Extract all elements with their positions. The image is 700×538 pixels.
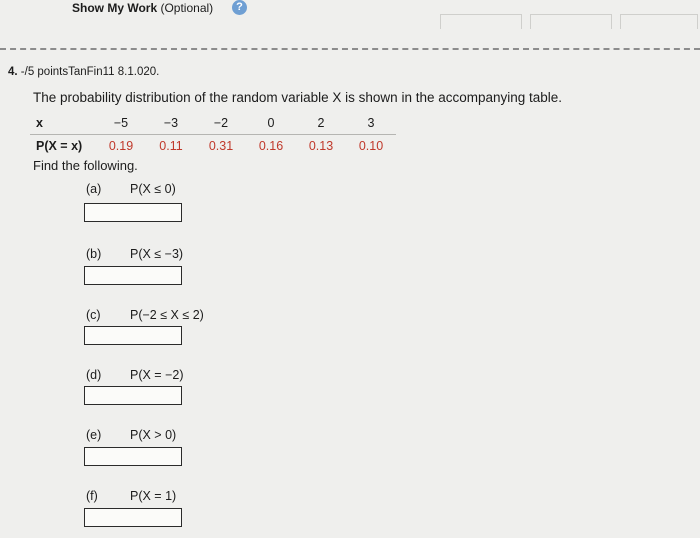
- show-my-work-label: Show My Work: [72, 1, 158, 15]
- x-value: −5: [96, 112, 146, 135]
- answer-input-b[interactable]: [84, 266, 182, 285]
- p-value: 0.19: [108, 139, 134, 153]
- faded-tab: [530, 14, 612, 29]
- part-label: (c): [86, 308, 101, 322]
- part-expression: P(−2 ≤ X ≤ 2): [130, 308, 204, 322]
- part-label: (d): [86, 368, 102, 382]
- p-value: 0.11: [159, 139, 183, 153]
- part-label: (e): [86, 428, 102, 442]
- question-prompt: The probability distribution of the random variable X is shown in the accompanying table.: [33, 90, 563, 105]
- p-row: [30, 135, 396, 158]
- x-value: −3: [146, 112, 196, 135]
- part-b: [86, 247, 183, 261]
- answer-input-f[interactable]: [84, 508, 182, 527]
- part-expression: P(X ≤ 0): [130, 182, 176, 196]
- part-a: [86, 182, 176, 196]
- answer-input-d[interactable]: [84, 386, 182, 405]
- part-e: [86, 428, 176, 442]
- show-my-work-toggle[interactable]: [72, 1, 213, 15]
- probability-table: [30, 112, 396, 157]
- question-number: 4.: [8, 66, 18, 78]
- help-icon[interactable]: ?: [232, 0, 247, 15]
- x-value: 2: [296, 112, 346, 135]
- optional-label: (Optional): [160, 1, 214, 15]
- question-id: TanFin11 8.1.020.: [68, 66, 160, 78]
- p-value: 0.10: [358, 139, 384, 153]
- x-value: −2: [196, 112, 246, 135]
- part-f: [86, 489, 176, 503]
- p-value: 0.31: [208, 139, 234, 153]
- x-header: x: [30, 112, 96, 135]
- part-c: [86, 308, 204, 322]
- part-d: [86, 368, 184, 382]
- part-expression: P(X = −2): [130, 368, 184, 382]
- faded-tab: [440, 14, 522, 29]
- part-expression: P(X = 1): [130, 489, 177, 503]
- part-expression: P(X ≤ −3): [130, 247, 184, 261]
- top-bar: [0, 0, 700, 28]
- part-label: (a): [86, 182, 102, 196]
- answer-input-e[interactable]: [84, 447, 182, 466]
- find-label: Find the following.: [33, 158, 138, 173]
- faded-tab: [620, 14, 698, 29]
- p-value: 0.13: [308, 139, 334, 153]
- question-header: [8, 66, 159, 78]
- part-expression: P(X > 0): [130, 428, 177, 442]
- x-row: [30, 112, 396, 135]
- p-header: P(X = x): [36, 139, 83, 153]
- answer-input-a[interactable]: [84, 203, 182, 222]
- section-divider: [0, 48, 700, 50]
- part-label: (b): [86, 247, 102, 261]
- answer-input-c[interactable]: [84, 326, 182, 345]
- question-score: -/5 points: [20, 66, 69, 78]
- x-value: 0: [246, 112, 296, 135]
- x-value: 3: [346, 112, 396, 135]
- part-label: (f): [86, 489, 98, 503]
- p-value: 0.16: [258, 139, 284, 153]
